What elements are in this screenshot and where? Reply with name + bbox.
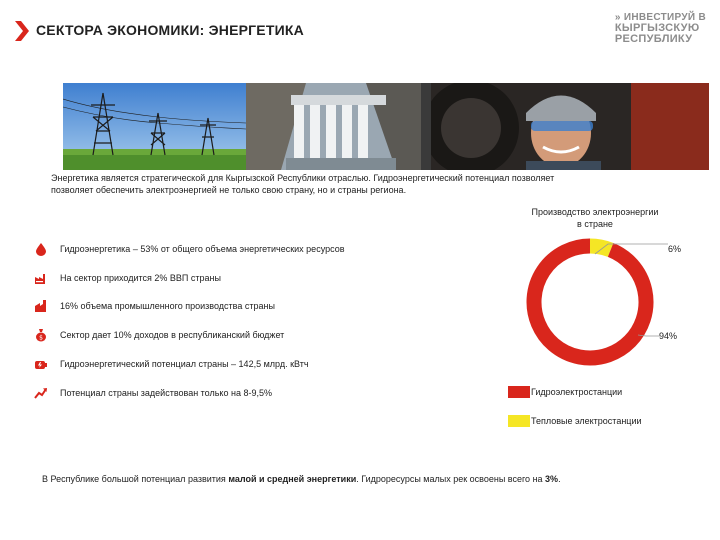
list-item-text: 16% объема промышленного производства страны: [60, 301, 275, 311]
footer-bold-1: малой и средней энергетики: [228, 474, 357, 484]
list-item: [34, 270, 221, 286]
svg-text:$: $: [39, 334, 43, 342]
list-item: [34, 241, 344, 257]
worker-photo: [431, 83, 709, 170]
list-item: [34, 385, 272, 401]
legend-item-thermal: [508, 415, 642, 427]
legend-label-thermal: Тепловые электростанции: [531, 416, 642, 426]
list-item: [34, 298, 275, 314]
water-drop-icon: [34, 242, 48, 256]
data-label-hydro: 94%: [659, 331, 678, 341]
energy-icon: [34, 357, 48, 371]
list-item-text: Гидроэнергетический потенциал страны – 142,5 млрд. кВтч: [60, 359, 309, 369]
list-item-text: Потенциал страны задействован только на 8-9,5%: [60, 388, 272, 398]
power-lines-photo: [63, 83, 246, 170]
slice-thermal: [590, 246, 611, 250]
chart-title-line-2: в стране: [577, 219, 613, 229]
intro-line-2: позволяет обеспечить электроэнергией не только свою страну, но и страны региона.: [51, 185, 407, 195]
chart-title-line-1: Производство электроэнергии: [531, 207, 659, 217]
list-item-text: Сектор дает 10% доходов в республиканский бюджет: [60, 330, 285, 340]
chevron-right-icon: [15, 21, 29, 41]
legend-label-hydro: Гидроэлектростанции: [531, 387, 623, 397]
logo-line2: КЫРГЫЗСКУЮ: [614, 22, 700, 34]
money-bag-icon: [34, 328, 48, 342]
list-item-text: Гидроэнергетика – 53% от общего объема энергетических ресурсов: [60, 244, 345, 254]
footer-bold-2: 3%: [545, 474, 559, 484]
photo-strip: [63, 83, 709, 170]
legend-item-hydro: [508, 386, 622, 398]
donut-chart: [520, 232, 700, 382]
footer-text-2: . Гидроресурсы малых рек освоены всего на: [356, 474, 546, 484]
intro-line-1: Энергетика является стратегической для Кыргызской Республики отраслью. Гидроэнергетический потенциал позволяет: [51, 173, 555, 183]
chart-title: [505, 206, 685, 230]
logo-line1: ИНВЕСТИРУЙ В: [623, 12, 706, 23]
footer-text-1: В Республике большой потенциал развития: [42, 474, 229, 484]
hydro-dam-photo: [246, 83, 421, 170]
industry-icon: [34, 299, 48, 313]
page-title: СЕКТОРА ЭКОНОМИКИ: ЭНЕРГЕТИКА: [36, 22, 304, 38]
footer-text-3: .: [558, 474, 561, 484]
logo-line3: РЕСПУБЛИКУ: [614, 33, 693, 45]
list-item: [34, 356, 309, 372]
photo-separator: [421, 83, 431, 170]
trend-up-icon: [34, 386, 48, 400]
intro-text: [51, 172, 691, 196]
list-item-text: На сектор приходится 2% ВВП страны: [60, 273, 221, 283]
legend-swatch-thermal: [508, 415, 530, 427]
logo-chevron-icon: »: [614, 12, 621, 23]
legend-swatch-hydro: [508, 386, 530, 398]
list-item: [34, 327, 284, 343]
footer-text: [42, 474, 561, 484]
logo: [615, 12, 706, 45]
data-label-thermal: 6%: [668, 244, 682, 254]
slice-hydro: [534, 246, 646, 358]
factory-icon: [34, 271, 48, 285]
